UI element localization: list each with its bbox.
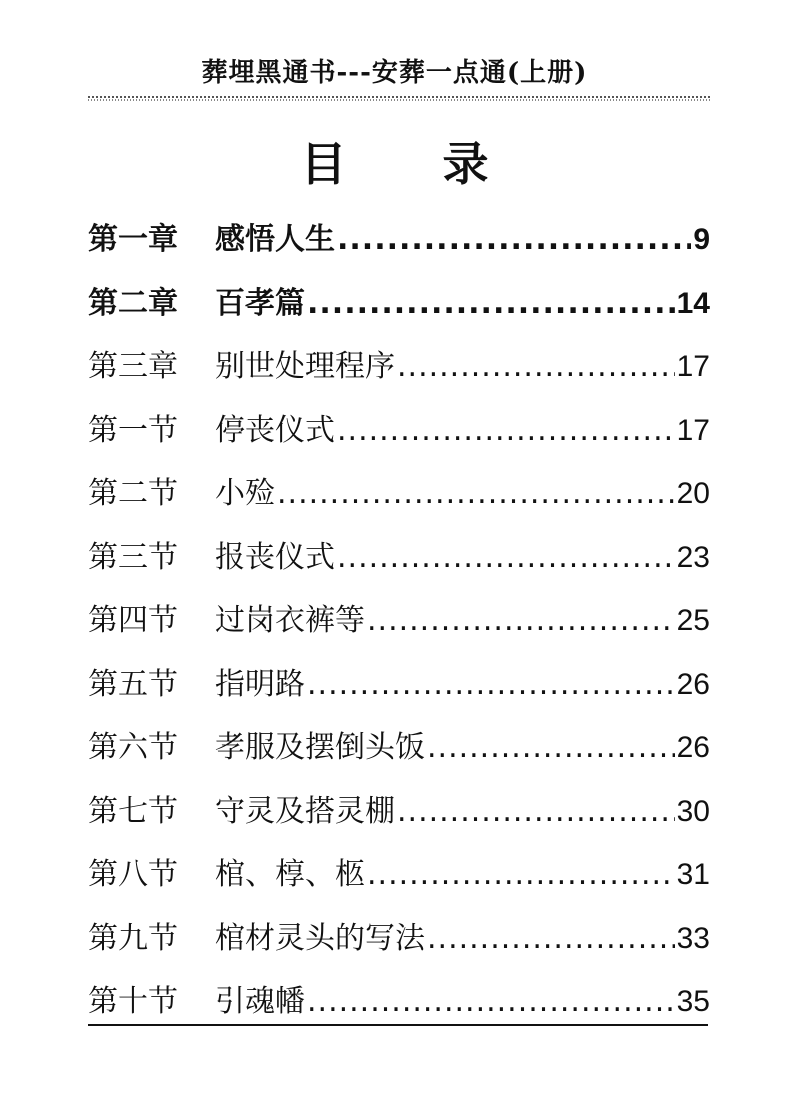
toc-title: 目 录 <box>300 137 529 191</box>
toc-entry-page: 17 <box>676 350 710 383</box>
toc-entry-title: 小殓 <box>215 476 275 511</box>
running-header: 葬埋黑通书---安葬一点通(上册) <box>201 58 588 88</box>
toc-entry-number: 第十节 <box>88 984 178 1019</box>
toc-entry-title: 棺材灵头的写法 <box>215 920 425 956</box>
toc-dot-leader <box>337 208 691 272</box>
toc-entry-number: 第一节 <box>88 412 178 448</box>
toc-dot-leader <box>277 462 675 526</box>
toc-entry <box>88 907 710 971</box>
toc-entry-number: 第九节 <box>88 920 178 956</box>
toc-entry-page: 23 <box>676 540 710 574</box>
toc-entry-number: 第四节 <box>88 603 178 638</box>
toc-entry-number: 第五节 <box>88 666 178 702</box>
toc-entry-page: 20 <box>676 477 710 510</box>
toc-list <box>88 208 710 1034</box>
toc-entry-title: 过岗衣裤等 <box>215 603 365 638</box>
toc-entry <box>88 653 710 717</box>
toc-entry-number: 第八节 <box>88 857 178 892</box>
toc-entry-title: 百孝篇 <box>215 285 305 321</box>
toc-entry <box>88 208 710 272</box>
toc-entry <box>88 462 710 526</box>
toc-entry-title: 停丧仪式 <box>215 412 335 448</box>
toc-entry <box>88 335 710 399</box>
toc-dot-leader <box>397 780 675 844</box>
toc-entry <box>88 716 710 780</box>
toc-entry-page: 30 <box>676 794 710 828</box>
toc-entry-number: 第七节 <box>88 793 178 829</box>
toc-entry-number: 第三章 <box>88 349 178 384</box>
toc-entry-page: 26 <box>676 731 710 764</box>
toc-entry-title: 报丧仪式 <box>215 539 335 575</box>
toc-dot-leader <box>337 399 675 463</box>
header-divider <box>88 96 710 101</box>
toc-entry <box>88 780 710 844</box>
toc-entry-number: 第二节 <box>88 476 178 511</box>
toc-entry <box>88 399 710 463</box>
toc-entry <box>88 589 710 653</box>
toc-entry-page: 17 <box>676 413 710 447</box>
toc-entry-page: 33 <box>676 921 710 955</box>
toc-dot-leader <box>367 589 675 653</box>
toc-dot-leader <box>427 907 675 971</box>
toc-entry-title: 指明路 <box>215 666 305 702</box>
toc-entry-number: 第二章 <box>88 285 178 321</box>
toc-entry-number: 第六节 <box>88 730 178 765</box>
toc-dot-leader <box>427 716 675 780</box>
toc-dot-leader <box>397 335 675 399</box>
toc-entry-title: 感悟人生 <box>215 222 335 257</box>
toc-entry <box>88 526 710 590</box>
toc-entry-title: 别世处理程序 <box>215 349 395 384</box>
toc-entry-title: 守灵及搭灵棚 <box>215 793 395 829</box>
toc-dot-leader <box>307 653 675 717</box>
toc-dot-leader <box>367 843 675 907</box>
toc-entry-page: 9 <box>693 223 710 256</box>
toc-entry-page: 26 <box>676 667 710 701</box>
toc-entry-page: 14 <box>676 286 710 320</box>
toc-entry-page: 31 <box>676 858 710 891</box>
footer-divider <box>88 1024 708 1026</box>
toc-dot-leader <box>337 526 675 590</box>
toc-entry <box>88 272 710 336</box>
toc-entry-title: 棺、椁、柩 <box>215 857 365 892</box>
toc-entry-title: 孝服及摆倒头饭 <box>215 730 425 765</box>
toc-entry-page: 35 <box>676 985 710 1018</box>
toc-entry-title: 引魂幡 <box>215 984 305 1019</box>
toc-entry <box>88 843 710 907</box>
toc-entry-number: 第一章 <box>88 222 178 257</box>
toc-dot-leader <box>307 272 675 336</box>
toc-entry-page: 25 <box>676 604 710 637</box>
toc-entry-number: 第三节 <box>88 539 178 575</box>
